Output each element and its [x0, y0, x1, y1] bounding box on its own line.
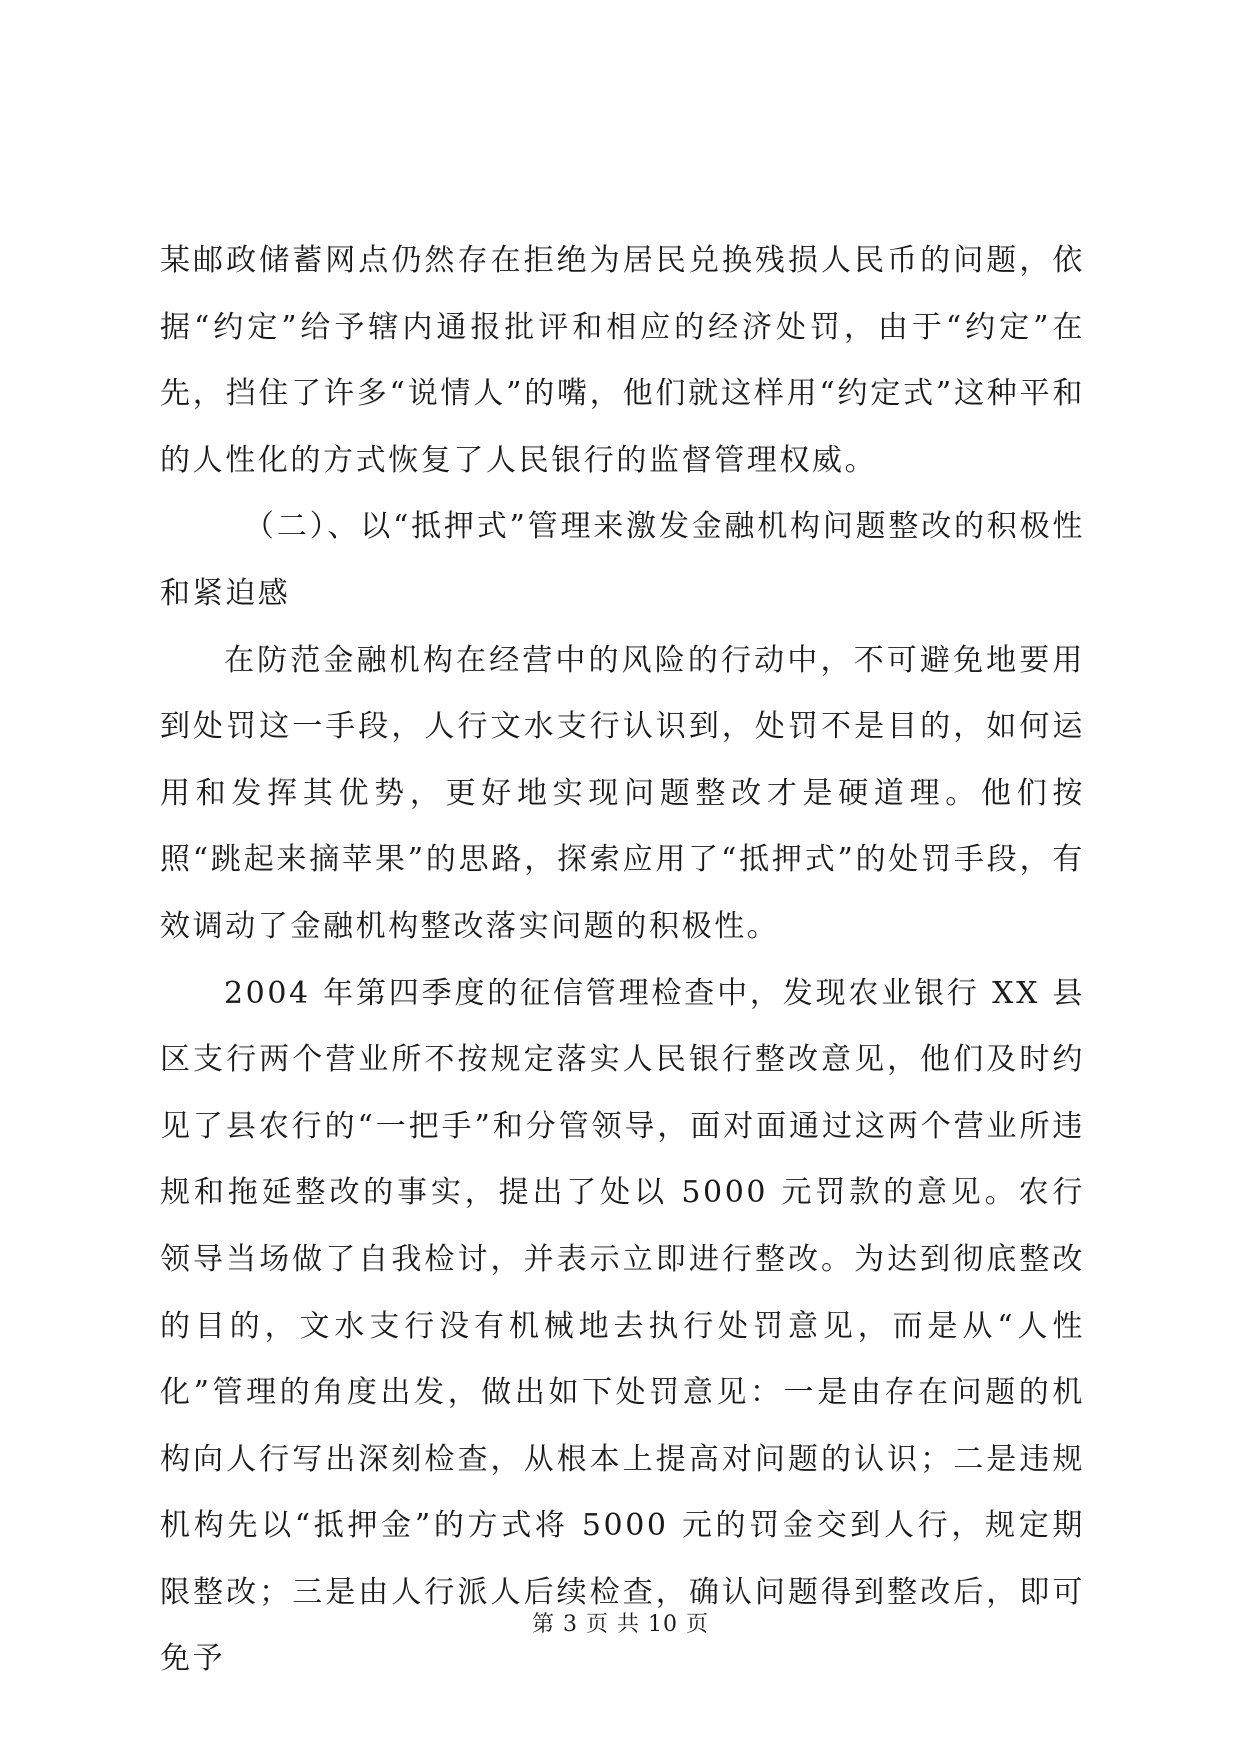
paragraph: 2004 年第四季度的征信管理检查中，发现农业银行 XX 县区支行两个营业所不按规定落实人民银行整改意见，他们及时约见了县农行的“一把手”和分管领导，面对面通过这两个营业所违规和拖延整改的事实，提出了处以 5000 元罚款的意见。农行领导当场做了自我检讨，并表示立即进行整改。为达到彻底整改的目的，文水支行没有机械地去执行处罚意见，而是从“人性化”管理的角度出发，做出如下处罚意见：一是由存在问题的机构向人行写出深刻检查，从根本上提高对问题的认识；二是违规机构先以“抵押金”的方式将 5000 元的罚金交到人行，规定期限整改；三是由人行派人后续检查，确认问题得到整改后，即可免予 — [160, 975, 1085, 1677]
paragraph: 在防范金融机构在经营中的风险的行动中，不可避免地要用到处罚这一手段，人行文水支行认识到，处罚不是目的，如何运用和发挥其优势，更好地实现问题整改才是硬道理。他们按照“跳起来摘苹果”的思路，探索应用了“抵押式”的处罚手段，有效调动了金融机构整改落实问题的积极性。 — [160, 642, 1085, 944]
paragraph-continuation: 某邮政储蓄网点仍然存在拒绝为居民兑换残损人民币的问题，依据“约定”给予辖内通报批评和相应的经济处罚，由于“约定”在先，挡住了许多“说情人”的嘴，他们就这样用“约定式”这种平和的人性化的方式恢复了人民银行的监督管理权威。 — [160, 243, 1085, 478]
document-body — [160, 228, 1085, 1693]
section-heading: （二）、以“抵押式”管理来激发金融机构问题整改的积极性和紧迫感 — [160, 509, 1085, 611]
page-footer: 第 3 页 共 10 页 — [532, 1612, 709, 1637]
